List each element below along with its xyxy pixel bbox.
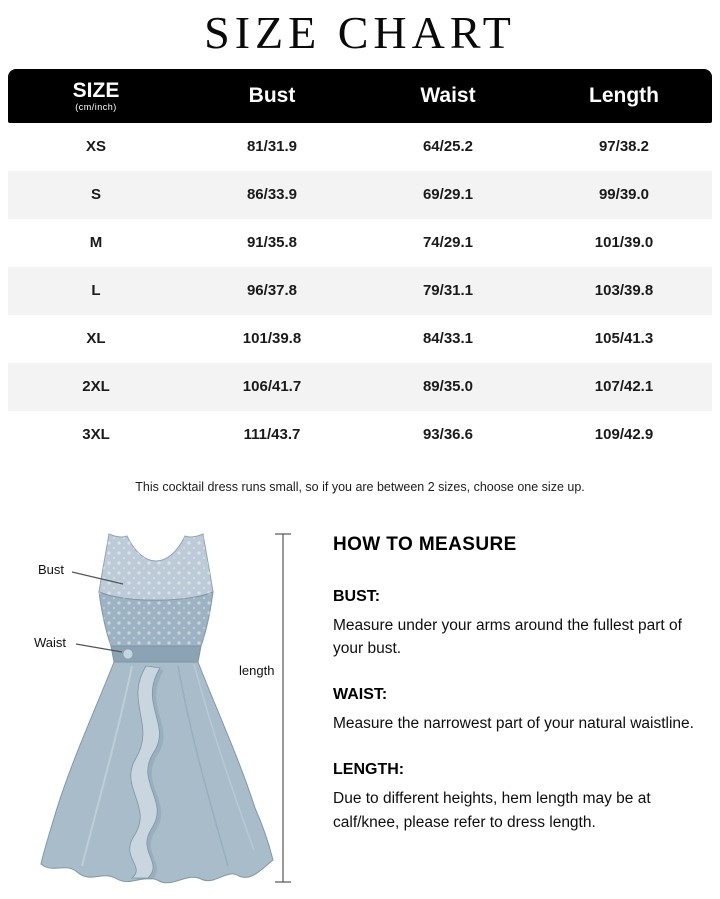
- cell-length: 105/41.3: [594, 330, 654, 348]
- table-row: [8, 171, 712, 219]
- cell-length: 107/42.1: [594, 378, 654, 396]
- size-table-body: [8, 123, 712, 459]
- measure-section-length: [333, 761, 705, 834]
- cell-waist: 89/35.0: [422, 378, 474, 396]
- table-row: [8, 411, 712, 459]
- table-row: [8, 219, 712, 267]
- dress-skirt: [41, 662, 273, 883]
- cell-size: M: [89, 234, 103, 252]
- cell-size: 2XL: [82, 378, 110, 396]
- cell-bust: 101/39.8: [242, 330, 302, 348]
- cell-bust: 111/43.7: [243, 426, 301, 444]
- page-title: SIZE CHART: [204, 7, 516, 58]
- table-row: [8, 267, 712, 315]
- cell-waist: 93/36.6: [422, 426, 474, 444]
- waist-label: Waist: [34, 634, 67, 650]
- header-cell-size: [8, 69, 184, 123]
- cell-bust: 96/37.8: [246, 282, 298, 300]
- cell-length: 101/39.0: [594, 234, 654, 252]
- header-cell-bust: Bust: [184, 69, 360, 123]
- measure-text-waist: Measure the narrowest part of your natural waistline.: [333, 715, 694, 733]
- cell-bust: 106/41.7: [242, 378, 302, 396]
- guide-title: HOW TO MEASURE: [333, 533, 517, 555]
- table-row: [8, 363, 712, 411]
- cell-length: 99/39.0: [598, 186, 650, 204]
- measure-section-waist: [333, 686, 705, 735]
- size-table: [8, 69, 712, 459]
- size-table-header: [8, 69, 712, 123]
- measure-text-length: Due to different heights, hem length may be at calf/knee, please refer to dress length.: [333, 790, 651, 831]
- fit-note: This cocktail dress runs small, so if you are between 2 sizes, choose one size up.: [135, 479, 585, 494]
- dress-diagram: [6, 510, 326, 888]
- cell-waist: 74/29.1: [422, 234, 474, 252]
- cell-size: XS: [85, 138, 106, 156]
- header-row: [8, 69, 712, 123]
- header-cell-waist: Waist: [360, 69, 536, 123]
- cell-waist: 79/31.1: [422, 282, 474, 300]
- cell-length: 103/39.8: [594, 282, 654, 300]
- table-row: [8, 123, 712, 171]
- cell-size: 3XL: [82, 426, 110, 444]
- measure-section: [0, 504, 720, 890]
- cell-bust: 81/31.9: [246, 138, 298, 156]
- cell-bust: 91/35.8: [246, 234, 298, 252]
- cell-size: L: [91, 282, 101, 300]
- cell-waist: 84/33.1: [422, 330, 474, 348]
- dress-lace-top-texture: [99, 534, 213, 600]
- measure-section-bust: [333, 588, 705, 661]
- cell-length: 97/38.2: [598, 138, 650, 156]
- cell-waist: 69/29.1: [422, 186, 474, 204]
- how-to-measure-guide: [333, 534, 705, 860]
- measure-label-bust: BUST:: [333, 587, 381, 605]
- measure-text-bust: Measure under your arms around the fullest part of your bust.: [333, 616, 682, 657]
- cell-size: XL: [86, 330, 106, 348]
- measure-label-length: LENGTH:: [333, 761, 405, 779]
- cell-size: S: [90, 186, 101, 204]
- length-label: length: [239, 662, 275, 678]
- cell-bust: 86/33.9: [246, 186, 298, 204]
- bust-label: Bust: [38, 561, 65, 577]
- header-cell-length: Length: [536, 69, 712, 123]
- cell-waist: 64/25.2: [422, 138, 474, 156]
- unit-note: (cm/inch): [75, 102, 117, 113]
- measure-label-waist: WAIST:: [333, 686, 388, 704]
- cell-length: 109/42.9: [594, 426, 654, 444]
- waistband-flower: [123, 649, 133, 659]
- table-row: [8, 315, 712, 363]
- header-size-label: SIZE: [72, 79, 120, 103]
